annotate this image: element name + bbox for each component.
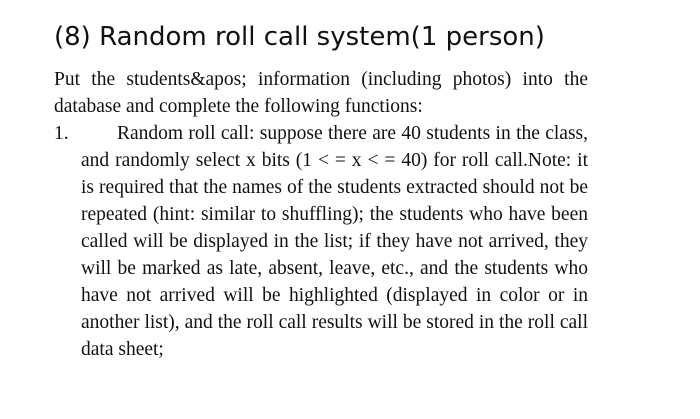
list-item-title: Random roll call: suppose there are 40 students in	[117, 123, 511, 144]
intro-paragraph: Put the students&apos; information (including photos) into the database and complete the following functions:	[54, 69, 588, 117]
list-item-number: 1.	[54, 123, 69, 144]
list-item	[54, 120, 588, 363]
document-body	[54, 66, 588, 363]
section-heading: (8) Random roll call system(1 person)	[54, 22, 545, 52]
list-item-body: the class, and randomly select x bits (1 < = x < = 40) for roll call.Note: it is required that the names of the students extracted should not be repeated (hint: similar to shuffling); the students who have been called will be displayed in the list; if they have not arrived, they will be marked as late, absent, leave, etc., and the students who have not arrived will be highlighted (displayed in color or in another list), and the roll call results will be stored in the roll call data sheet;	[81, 123, 589, 360]
